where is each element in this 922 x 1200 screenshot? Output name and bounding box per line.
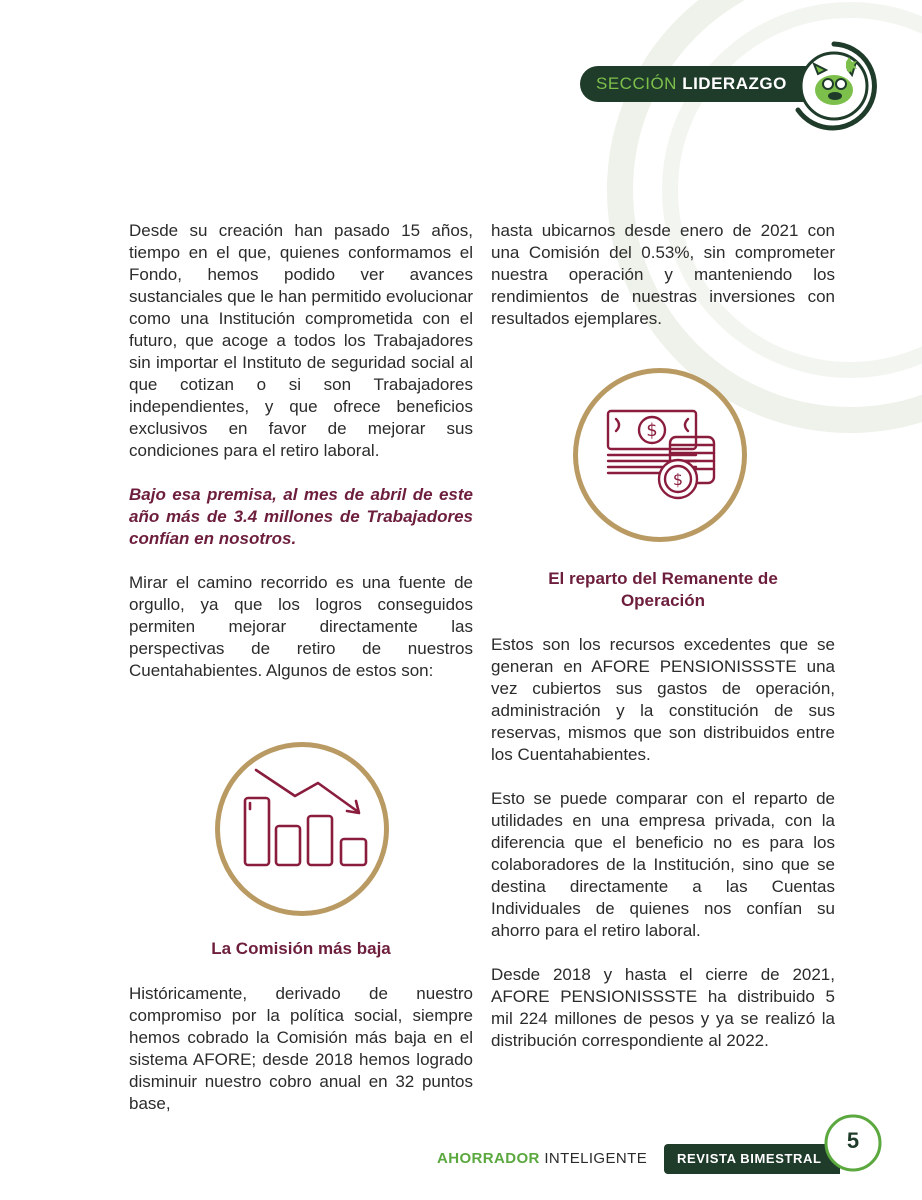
svg-text:$: $	[672, 470, 684, 489]
right-heading-block	[491, 568, 835, 612]
svg-text:$: $	[646, 420, 658, 441]
remanente-heading-line2: Operación	[620, 591, 706, 610]
lowest-commission-heading: La Comisión más baja	[211, 939, 391, 958]
footer-badge-text: REVISTA BIMESTRAL	[677, 1151, 822, 1166]
remanente-heading-line1: El reparto del Remanente de	[548, 569, 778, 588]
remanente-paragraph-1: Estos son los recursos excedentes que se generan en AFORE PENSIONISSSTE una vez cubiertos sus gastos de operación, administración y la constitución de sus reservas, mismos que son distribuidos entre los Cuentahabientes.	[491, 635, 835, 764]
footer-brand-name: AHORRADOR	[437, 1150, 540, 1167]
footer-brand-suffix: INTELIGENTE	[544, 1150, 648, 1167]
section-name: LIDERAZGO	[682, 74, 787, 93]
right-column	[491, 220, 835, 330]
piggy-bank-mascot-icon	[788, 40, 880, 132]
right-bottom-block	[491, 634, 835, 1052]
remanente-paragraph-3: Desde 2018 y hasta el cierre de 2021, AFORE PENSIONISSSTE ha distribuido 5 mil 224 millones de pesos y ya se realizó la distribución correspondiente al 2022.	[491, 965, 835, 1050]
achievements-paragraph: Mirar el camino recorrido es una fuente de orgullo, ya que los logros conseguidos permiten mejorar directamente las perspectivas de retiro de nuestros Cuentahabientes. Algunos de estos son:	[129, 573, 473, 680]
left-column	[129, 220, 473, 682]
commission-paragraph: Históricamente, derivado de nuestro compromiso por la política social, siempre hemos cobrado la Comisión más baja en el sistema AFORE; desde 2018 hemos logrado disminuir nuestro cobro anual en 32 puntos base,	[129, 984, 473, 1113]
highlight-statement: Bajo esa premisa, al mes de abril de este año más de 3.4 millones de Trabajadores confían en nosotros.	[129, 485, 473, 548]
continuation-paragraph: hasta ubicarnos desde enero de 2021 con una Comisión del 0.53%, sin comprometer nuestra operación y manteniendo los rendimientos de nuestras inversiones con resultados ejemplares.	[491, 221, 835, 328]
left-heading-block	[129, 938, 473, 960]
page-number: 5	[846, 1128, 860, 1153]
section-prefix: SECCIÓN	[596, 74, 677, 93]
footer-brand	[437, 1150, 647, 1167]
remanente-paragraph-2: Esto se puede comparar con el reparto de utilidades en una empresa privada, con la diferencia que el beneficio no es para los colaboradores de la Institución, sino que se destina directamente a las Cuentas Individuales de quienes nos confían su ahorro para el retiro laboral.	[491, 789, 835, 940]
intro-paragraph: Desde su creación han pasado 15 años, tiempo en el que, quienes conformamos el Fondo, hemos podido ver avances sustanciales que le han permitido evolucionar como una Institución comprometida con el futuro, que acoge a todos los Trabajadores sin importar el Instituto de seguridad social al que cotizan o si son Trabajadores independientes, y que ofrece beneficios exclusivos en favor de mejorar sus condiciones para el retiro laboral.	[129, 221, 473, 460]
left-bottom-block	[129, 983, 473, 1115]
section-label	[596, 74, 787, 94]
money-bills-coins-icon	[573, 368, 747, 542]
descending-bar-chart-icon	[215, 742, 389, 916]
